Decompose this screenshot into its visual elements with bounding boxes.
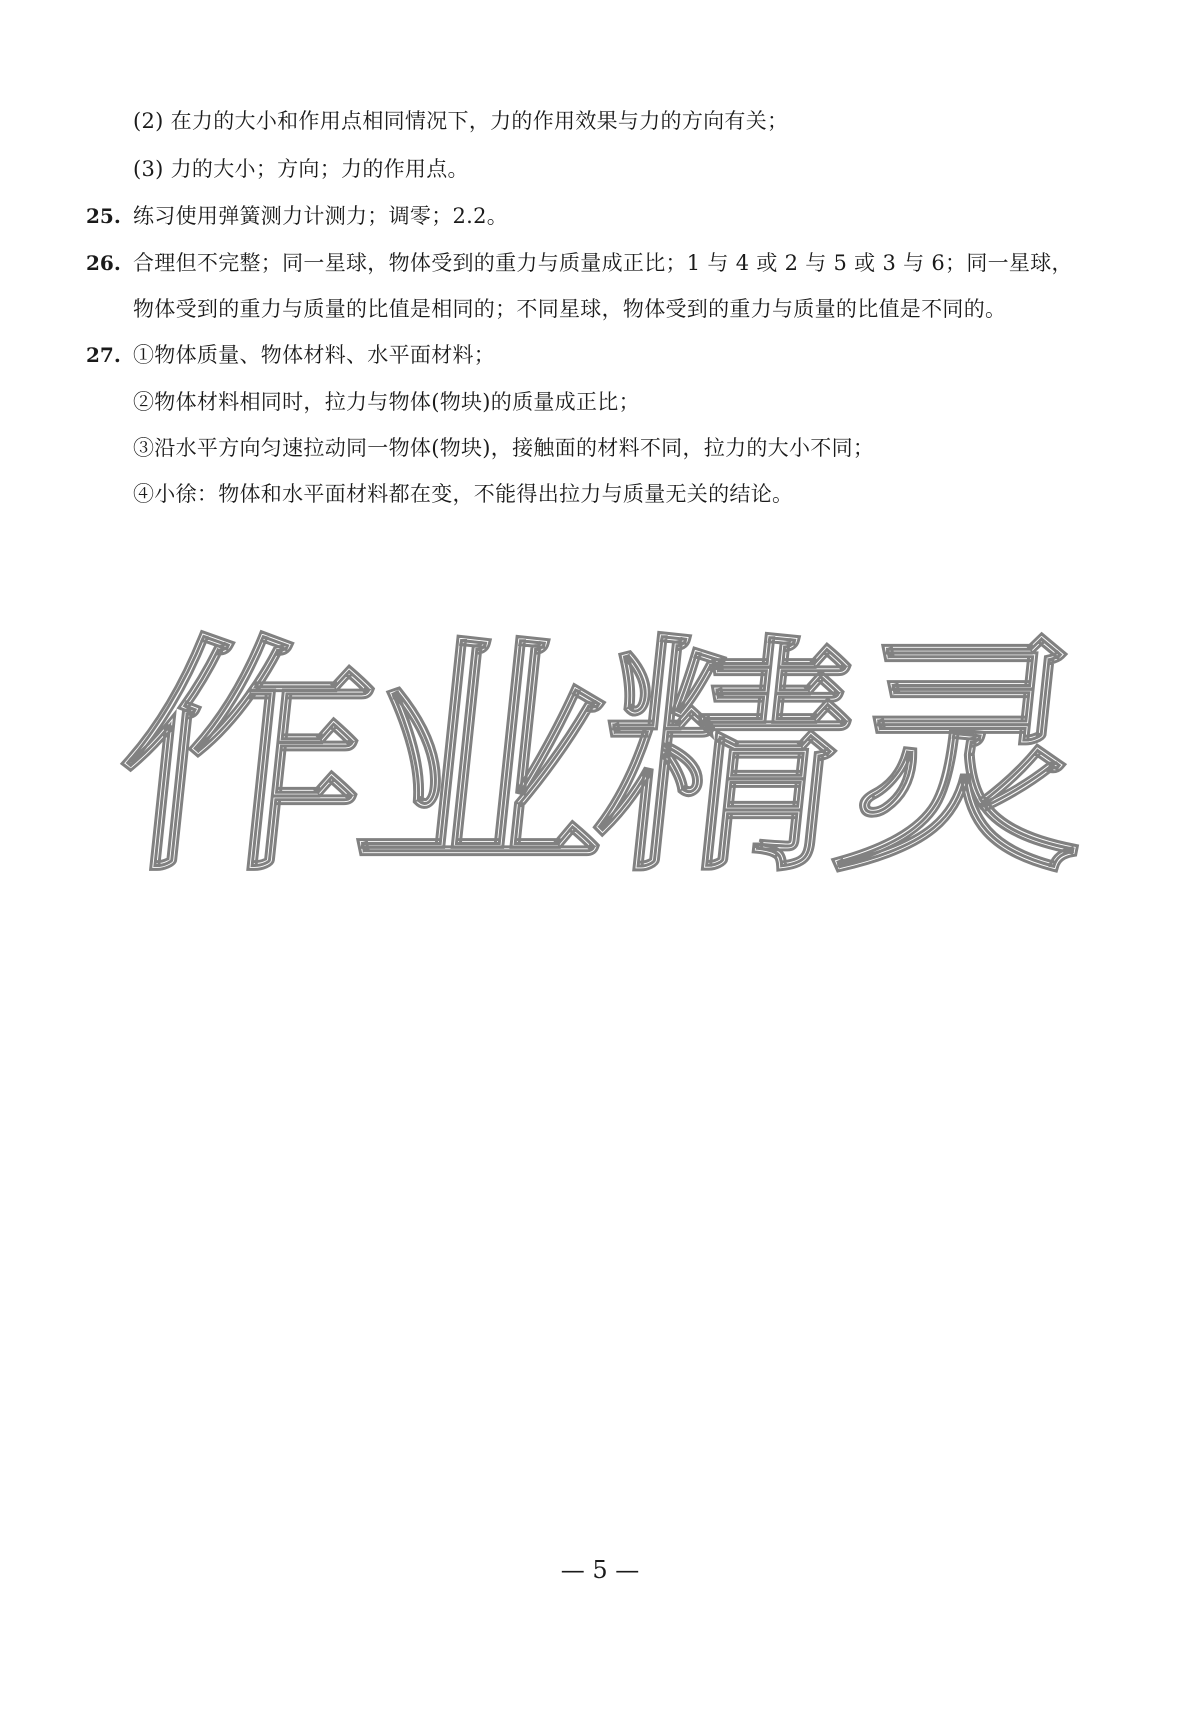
answer-27-item-4: ④小徐：物体和水平面材料都在变，不能得出拉力与质量无关的结论。: [133, 482, 794, 506]
question-number-27: 27.: [86, 343, 121, 367]
answer-27-item-3: ③沿水平方向匀速拉动同一物体(物块)，接触面的材料不同，拉力的大小不同；: [133, 436, 875, 460]
watermark-char-1: 作: [104, 614, 386, 905]
answer-27-item-1: ①物体质量、物体材料、水平面材料；: [133, 343, 496, 367]
page-number: — 5 —: [560, 1556, 640, 1584]
answer-25-text: 练习使用弹簧测力计测力；调零；2.2。: [133, 204, 509, 228]
question-number-25: 25.: [86, 204, 121, 228]
answer-24-item-3: (3) 力的大小；方向；力的作用点。: [133, 157, 469, 181]
answer-27-item-2: ②物体材料相同时，拉力与物体(物块)的质量成正比；: [133, 390, 640, 414]
watermark-char-3: 精: [584, 614, 866, 905]
question-number-26: 26.: [86, 251, 121, 275]
answer-24-item-2: (2) 在力的大小和作用点相同情况下，力的作用效果与力的方向有关；: [133, 109, 789, 133]
answer-26-line-1: 合理但不完整；同一星球，物体受到的重力与质量成正比；1 与 4 或 2 与 5 或 3 与 6；同一星球，: [133, 251, 1073, 275]
watermark-char-2: 业: [344, 614, 626, 905]
answer-26-line-2: 物体受到的重力与质量的比值是相同的；不同星球，物体受到的重力与质量的比值是不同的。: [133, 297, 1007, 321]
watermark: [104, 610, 1106, 940]
watermark-char-4: 灵: [824, 614, 1106, 905]
